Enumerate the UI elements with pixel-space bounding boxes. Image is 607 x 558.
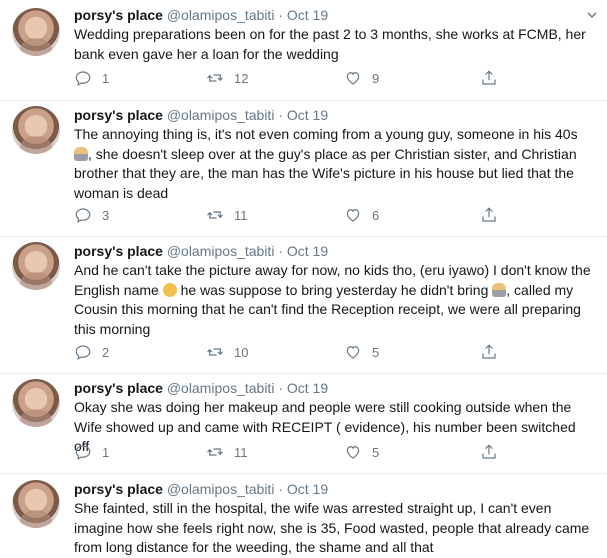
- heart-icon: [344, 69, 362, 87]
- avatar[interactable]: [12, 106, 60, 154]
- retweet-button[interactable]: [206, 205, 248, 225]
- tweet-date[interactable]: Oct 19: [286, 243, 329, 259]
- tweet-header: [74, 378, 328, 398]
- separator: ·: [278, 243, 283, 259]
- like-count: 5: [372, 444, 380, 460]
- separator: ·: [278, 380, 283, 396]
- tweet[interactable]: [0, 101, 607, 237]
- tweet-actions: [74, 342, 594, 362]
- heart-icon: [344, 343, 362, 361]
- person-shrugging-emoji-icon: [74, 147, 88, 161]
- retweet-count: 11: [234, 444, 248, 460]
- tweet-date[interactable]: Oct 19: [286, 481, 329, 497]
- reply-count: 1: [102, 444, 110, 460]
- like-count: 6: [372, 207, 380, 223]
- tweet-text: Okay she was doing her makeup and people were still cooking outside when the Wife showed up and came with RECEIPT ( evidence), his number been switched off: [74, 399, 576, 454]
- reply-icon: [74, 443, 92, 461]
- retweet-icon: [206, 343, 224, 361]
- retweet-icon: [206, 206, 224, 224]
- tweet-date[interactable]: Oct 19: [286, 107, 329, 123]
- tweet-actions: [74, 68, 594, 88]
- display-name[interactable]: porsy's place: [74, 7, 163, 23]
- avatar[interactable]: [12, 242, 60, 290]
- separator: ·: [278, 481, 283, 497]
- reply-count: 1: [102, 70, 110, 86]
- tweet-header: [74, 5, 328, 25]
- display-name[interactable]: porsy's place: [74, 107, 163, 123]
- retweet-count: 12: [234, 70, 249, 86]
- share-button[interactable]: [480, 68, 498, 88]
- share-icon: [480, 443, 498, 461]
- reply-icon: [74, 206, 92, 224]
- user-handle[interactable]: @olamipos_tabiti: [166, 7, 275, 23]
- smiling-emoji-icon: [163, 283, 177, 297]
- tweet[interactable]: [0, 474, 607, 555]
- user-handle[interactable]: @olamipos_tabiti: [166, 380, 275, 396]
- share-button[interactable]: [480, 342, 498, 362]
- share-button[interactable]: [480, 205, 498, 225]
- reply-button[interactable]: [74, 342, 109, 362]
- reply-count: 3: [102, 207, 110, 223]
- share-icon: [480, 343, 498, 361]
- like-button[interactable]: [344, 342, 379, 362]
- reply-button[interactable]: [74, 68, 109, 88]
- tweet-actions: [74, 442, 594, 462]
- user-handle[interactable]: @olamipos_tabiti: [166, 107, 275, 123]
- user-handle[interactable]: @olamipos_tabiti: [166, 243, 275, 259]
- display-name[interactable]: porsy's place: [74, 481, 163, 497]
- like-button[interactable]: [344, 205, 379, 225]
- avatar[interactable]: [12, 8, 60, 56]
- tweet-text-part: The annoying thing is, it's not even coming from a young guy, someone in his 40s: [74, 126, 578, 142]
- person-shrugging-emoji-icon: [492, 283, 506, 297]
- tweet[interactable]: [0, 237, 607, 374]
- tweet-date[interactable]: Oct 19: [286, 7, 329, 23]
- separator: ·: [278, 107, 283, 123]
- like-button[interactable]: [344, 68, 379, 88]
- like-count: 9: [372, 70, 380, 86]
- tweet-text: Wedding preparations been on for the past 2 to 3 months, she works at FCMB, her bank even gave her a loan for the wedding: [74, 26, 586, 62]
- retweet-button[interactable]: [206, 342, 248, 362]
- tweet-text-part: he was suppose to bring yesterday he didn't bring: [176, 281, 489, 298]
- tweet-text-part: , called my Cousin this morning that he can't find the Reception receipt, we were all preparing this morning: [74, 281, 581, 337]
- display-name[interactable]: porsy's place: [74, 380, 163, 396]
- reply-button[interactable]: [74, 442, 109, 462]
- reply-count: 2: [102, 344, 110, 360]
- tweet-header: [74, 105, 328, 125]
- tweet-header: [74, 241, 328, 261]
- retweet-button[interactable]: [206, 68, 248, 88]
- reply-button[interactable]: [74, 205, 109, 225]
- tweet[interactable]: [0, 0, 607, 101]
- reply-icon: [74, 343, 92, 361]
- display-name[interactable]: porsy's place: [74, 243, 163, 259]
- tweet-text: [74, 125, 594, 203]
- tweet-header: [74, 479, 328, 499]
- retweet-button[interactable]: [206, 442, 248, 462]
- retweet-count: 11: [234, 207, 248, 223]
- heart-icon: [344, 443, 362, 461]
- share-icon: [480, 206, 498, 224]
- tweet-text-part: , she doesn't sleep over at the guy's place as per Christian sister, and Christian brother that they are, the man has the Wife's picture in his house but lied that the woman is dead: [74, 145, 577, 201]
- tweet-text-part: And he can't take the picture away for now, no kids tho, (eru iyawo) I don't know the English name: [74, 262, 591, 298]
- user-handle[interactable]: @olamipos_tabiti: [166, 481, 275, 497]
- tweet-date[interactable]: Oct 19: [286, 380, 329, 396]
- chevron-down-icon[interactable]: [587, 10, 597, 20]
- share-button[interactable]: [480, 442, 498, 462]
- tweet[interactable]: [0, 374, 607, 474]
- tweet-text: She fainted, still in the hospital, the wife was arrested straight up, I can't even imagine how she feels right now, she is 35, Food wasted, people that already came from long distance for the weeding, the shame and all that: [74, 500, 590, 555]
- tweet-actions: [74, 205, 594, 225]
- avatar[interactable]: [12, 480, 60, 528]
- tweet-text: [74, 261, 594, 339]
- separator: ·: [278, 7, 283, 23]
- avatar[interactable]: [12, 379, 60, 427]
- like-button[interactable]: [344, 442, 379, 462]
- retweet-icon: [206, 69, 224, 87]
- retweet-count: 10: [234, 344, 249, 360]
- reply-icon: [74, 69, 92, 87]
- heart-icon: [344, 206, 362, 224]
- share-icon: [480, 69, 498, 87]
- like-count: 5: [372, 344, 380, 360]
- retweet-icon: [206, 443, 224, 461]
